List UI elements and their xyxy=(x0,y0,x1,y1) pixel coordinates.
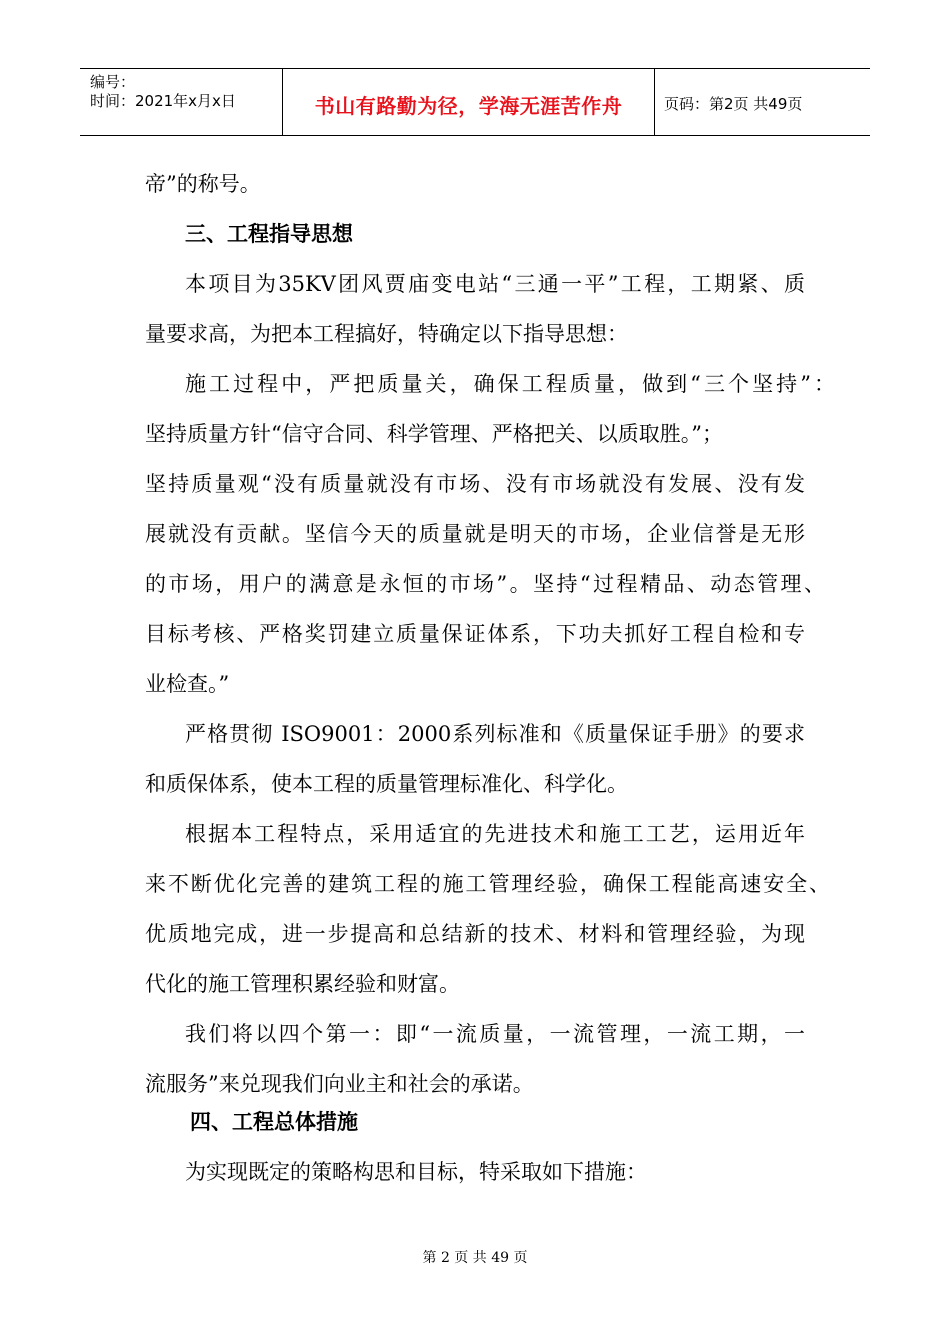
header-page-info: 页码：第2页 共49页 xyxy=(664,94,803,113)
text-line: 优质地完成，进一步提高和总结新的技术、材料和管理经验，为现 xyxy=(145,922,805,946)
text-line: 严格贯彻 ISO9001：2000系列标准和《质量保证手册》的要求 xyxy=(185,722,805,746)
text-line: 施工过程中，严把质量关，确保工程质量，做到“三个坚持”： xyxy=(185,372,835,396)
date-label: 时间：2021年x月x日 xyxy=(90,92,236,110)
text-line: 本项目为35KV团风贾庙变电站“三通一平”工程，工期紧、质 xyxy=(185,272,805,296)
text-line: 流服务”来兑现我们向业主和社会的承诺。 xyxy=(145,1072,534,1096)
header-motto: 书山有路勤为径，学海无涯苦作舟 xyxy=(283,69,655,135)
text-line: 坚持质量方针“信守合同、科学管理、严格把关、以质取胜。”； xyxy=(145,422,723,446)
number-label: 编号： xyxy=(90,73,136,91)
text-line: 根据本工程特点，采用适宜的先进技术和施工工艺，运用近年 xyxy=(185,822,805,846)
text-line: 为实现既定的策略构思和目标，特采取如下措施： xyxy=(185,1160,647,1184)
text-line: 业检查。” xyxy=(145,672,230,696)
text-line: 我们将以四个第一：即“一流质量，一流管理，一流工期，一 xyxy=(185,1022,805,1046)
text-line: 和质保体系，使本工程的质量管理标准化、科学化。 xyxy=(145,772,628,796)
text-line: 展就没有贡献。坚信今天的质量就是明天的市场，企业信誉是无形 xyxy=(145,522,805,546)
page-footer: 第 2 页 共 49 页 xyxy=(422,1250,528,1266)
text-line: 目标考核、严格奖罚建立质量保证体系，下功夫抓好工程自检和专 xyxy=(145,622,805,646)
document-header xyxy=(80,68,870,136)
text-line: 代化的施工管理积累经验和财富。 xyxy=(145,972,460,996)
section-heading-3: 三、工程指导思想 xyxy=(185,222,353,246)
text-line: 量要求高，为把本工程搞好，特确定以下指导思想： xyxy=(145,322,628,346)
text-line: 帝”的称号。 xyxy=(145,172,261,196)
header-meta-cell xyxy=(80,69,283,135)
text-line: 来不断优化完善的建筑工程的施工管理经验，确保工程能高速安全、 xyxy=(145,872,830,896)
text-line: 坚持质量观“没有质量就没有市场、没有市场就没有发展、没有发 xyxy=(145,472,805,496)
section-heading-4: 四、工程总体措施 xyxy=(190,1110,358,1134)
text-line: 的市场，用户的满意是永恒的市场”。坚持“过程精品、动态管理、 xyxy=(145,572,825,596)
